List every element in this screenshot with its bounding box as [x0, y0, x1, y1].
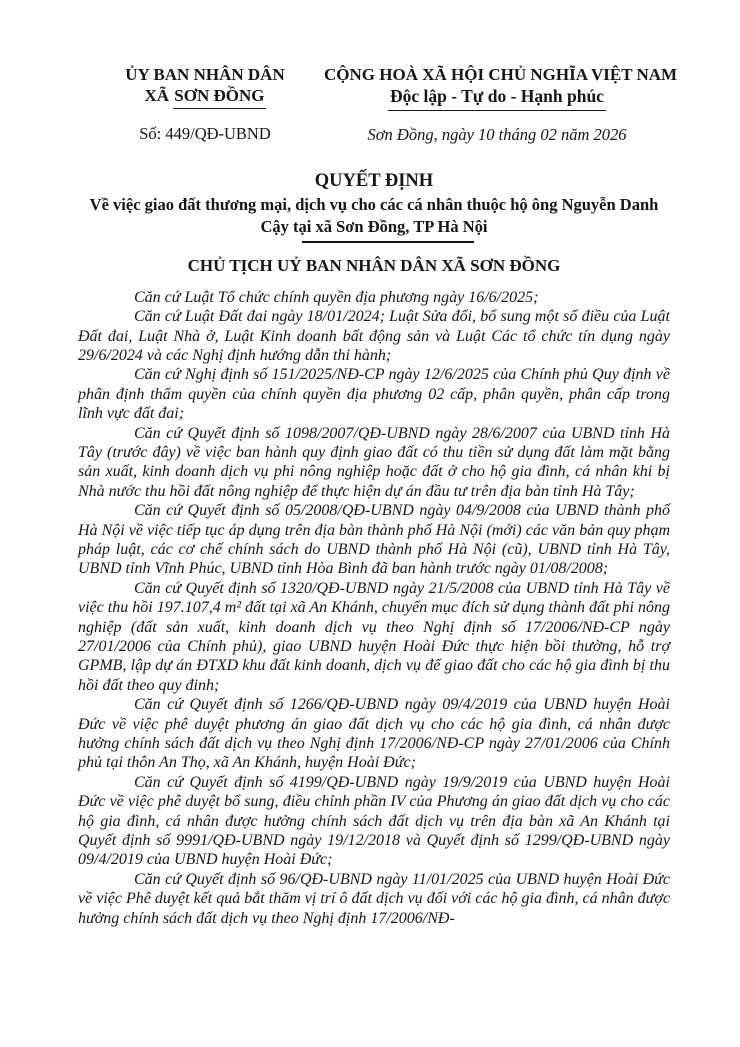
org-name	[105, 85, 305, 109]
issuing-org-block	[105, 64, 305, 144]
legal-basis-paragraph: Căn cứ Nghị định số 151/2025/NĐ-CP ngày 12/6/2025 của Chính phủ Quy định về phân định thẩm quyền của chính quyền địa phương 02 cấp, phân quyền, phân cấp trong lĩnh vực đất đai;	[78, 366, 670, 423]
legal-basis-paragraph: Căn cứ Quyết định số 4199/QĐ-UBND ngày 19/9/2019 của UBND huyện Hoài Đức về việc phê duyệt bổ sung, điều chỉnh phần IV của Phương án giao đất dịch vụ cho các hộ gia đình, cá nhân được hưởng chính sách đất dịch vụ trên địa bàn xã An Khánh tại Quyết định số 9991/QĐ-UBND ngày 19/12/2018 và Quyết định số 1299/QĐ-UBND ngày 09/4/2019 của UBND huyện Hoài Đức;	[78, 773, 670, 869]
national-motto-block	[324, 64, 678, 145]
national-motto-text: Độc lập - Tự do - Hạnh phúc	[388, 85, 606, 111]
document-header	[78, 64, 678, 145]
legal-basis-paragraph: Căn cứ Quyết định số 96/QĐ-UBND ngày 11/01/2025 của UBND huyện Hoài Đức về việc Phê duyệt kết quả bắt thăm vị trí ô đất dịch vụ đối với các hộ gia đình, cá nhân được hưởng chính sách đất dịch vụ theo Nghị định 17/2006/NĐ-	[78, 870, 670, 927]
legal-basis-paragraph: Căn cứ Luật Tổ chức chính quyền địa phương ngày 16/6/2025;	[134, 288, 539, 306]
legal-basis-paragraph: Căn cứ Quyết định số 1320/QĐ-UBND ngày 21/5/2008 của UBND tỉnh Hà Tây về việc thu hồi 197.107,4 m² đất tại xã An Khánh, chuyển mục đích sử dụng thành đất phi nông nghiệp (đất sản xuất, kinh doanh dịch vụ theo Nghị định số 17/2006/NĐ-CP ngày 27/01/2006 của Chính phủ), giao UBND huyện Hoài Đức thực hiện bồi thường, hỗ trợ GPMB, lập dự án ĐTXD khu đất kinh doanh, dịch vụ để giao đất cho các hộ gia đình bị thu hồi đất theo quy đinh;	[78, 579, 670, 694]
legal-basis-paragraph: Căn cứ Quyết định số 05/2008/QĐ-UBND ngày 04/9/2008 của UBND thành phố Hà Nội về việc tiếp tục áp dụng trên địa bàn thành phố Hà Nội (mới) các văn bản quy phạm pháp luật, các cơ chế chính sách do UBND thành phố Hà Nội (cũ), UBND tỉnh Hà Tây, UBND tỉnh Vĩnh Phúc, UBND tỉnh Hòa Bình đã ban hành trước ngày 01/08/2008;	[78, 502, 670, 578]
document-title: QUYẾT ĐỊNH	[314, 171, 434, 191]
issuing-authority: CHỦ TỊCH UỶ BAN NHÂN DÂN XÃ SƠN ĐỒNG	[187, 255, 561, 275]
legal-basis-paragraph: Căn cứ Quyết định số 1266/QĐ-UBND ngày 09/4/2019 của UBND huyện Hoài Đức về việc phê duyệt phương án giao đất dịch vụ cho các hộ gia đình, cá nhân được hưởng chính sách đất dịch vụ theo Nghị định 17/2006/NĐ-CP ngày 27/01/2006 của Chính phủ tại thôn An Thọ, xã An Khánh, huyện Hoài Đức;	[78, 696, 670, 772]
title-block	[78, 170, 670, 277]
org-parent-name: ỦY BAN NHÂN DÂN	[125, 65, 285, 84]
subject-divider-line	[302, 241, 474, 243]
national-motto	[324, 85, 670, 111]
document-number: Số: 449/QĐ-UBND	[139, 124, 271, 143]
legal-basis-paragraph: Căn cứ Luật Đất đai ngày 18/01/2024; Luật Sửa đổi, bổ sung một số điều của Luật Đất đai, Luật Nhà ở, Luật Kinh doanh bất động sản và Luật Các tổ chức tín dụng ngày 29/6/2024 và các Nghị định hướng dẫn thi hành;	[78, 308, 670, 364]
document-body	[78, 288, 670, 928]
org-name-prefix: XÃ	[144, 86, 174, 105]
document-subject: Về việc giao đất thương mại, dịch vụ cho các cá nhân thuộc hộ ông Nguyễn Danh Cậy tại xã Sơn Đồng, TP Hà Nội	[89, 195, 659, 236]
org-name-underlined: SƠN ĐỒNG	[173, 85, 265, 109]
legal-basis-paragraph: Căn cứ Quyết định số 1098/2007/QĐ-UBND ngày 28/6/2007 của UBND tỉnh Hà Tây (trước đây) về việc ban hành quy định giao đất có thu tiền sử dụng đất làm mặt bằng sản xuất, kinh doanh dịch vụ phi nông nghiệp hoặc đất ở cho hộ gia đình, cá nhân khi bị Nhà nước thu hồi đất nông nghiệp để thực hiện dự án đầu tư trên địa bàn tỉnh Hà Tây;	[78, 424, 670, 500]
place-date-line: Sơn Đồng, ngày 10 tháng 02 năm 2026	[367, 125, 627, 144]
national-title: CỘNG HOÀ XÃ HỘI CHỦ NGHĨA VIỆT NAM	[324, 65, 678, 84]
